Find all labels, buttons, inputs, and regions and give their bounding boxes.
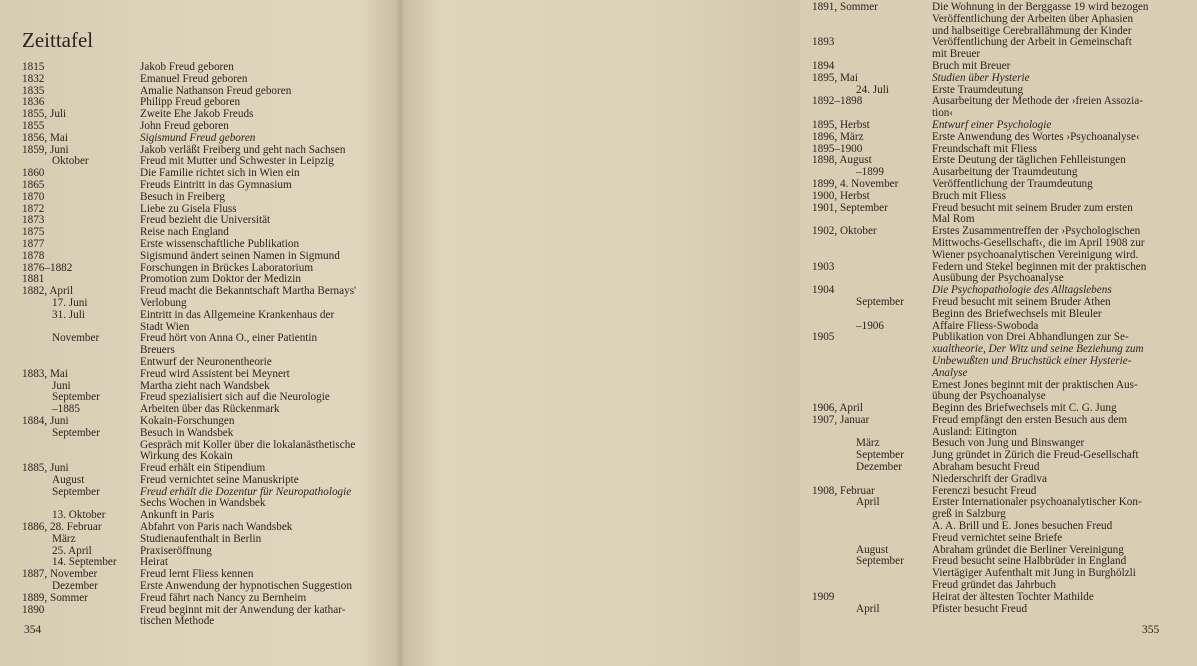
entry-date: August bbox=[856, 543, 889, 556]
entry-date: Dezember bbox=[52, 580, 98, 593]
entry-text: John Freud geboren bbox=[140, 119, 229, 132]
timeline-entry bbox=[812, 191, 1197, 203]
entry-date: 13. Oktober bbox=[52, 509, 106, 522]
entry-text: Philipp Freud geboren bbox=[140, 96, 241, 109]
entry-text: Publikation von Drei Abhandlungen zur Se- bbox=[932, 331, 1129, 344]
entry-text: Mal Rom bbox=[932, 213, 975, 226]
entry-text: Die Wohnung in der Berggasse 19 wird bezogen bbox=[932, 1, 1149, 13]
entry-text: Freud besucht seine Halbbrüder in England bbox=[932, 555, 1127, 568]
timeline-entry bbox=[812, 179, 1197, 191]
entry-text: Veröffentlichung der Arbeiten über Aphasien bbox=[932, 12, 1134, 25]
entry-text: Freud fährt nach Nancy zu Bernheim bbox=[140, 591, 307, 604]
timeline-entry bbox=[22, 534, 392, 546]
entry-text: Freud besucht mit seinem Bruder Athen bbox=[932, 295, 1111, 308]
entry-text: Ausarbeitung der Traumdeutung bbox=[932, 166, 1078, 179]
entry-text: Ferenczi besucht Freud bbox=[932, 484, 1037, 497]
entry-text: Freud vernichtet seine Briefe bbox=[932, 531, 1063, 544]
entry-text: Freud vernichtet seine Manuskripte bbox=[140, 473, 299, 486]
entry-text: Entwurf der Neuronentheorie bbox=[140, 355, 272, 368]
entry-text: Freud hört von Anna O., einer Patientin bbox=[140, 332, 318, 345]
entry-date: 24. Juli bbox=[856, 83, 889, 96]
entry-date: September bbox=[856, 555, 904, 568]
entry-text: Viertägiger Aufenthalt mit Jung in Burghölzli bbox=[932, 567, 1136, 580]
entry-text: Kokain-Forschungen bbox=[140, 414, 235, 427]
entry-text: greß in Salzburg bbox=[932, 508, 1006, 521]
entry-text: Abfahrt von Paris nach Wandsbek bbox=[140, 521, 293, 534]
timeline-entry bbox=[812, 14, 1197, 26]
entry-date bbox=[812, 568, 932, 580]
timeline-entry bbox=[22, 616, 392, 628]
entry-date: 1873 bbox=[22, 214, 45, 227]
entry-text: Freuds Eintritt in das Gymnasium bbox=[140, 178, 292, 191]
entry-date bbox=[812, 344, 932, 356]
entry-date bbox=[812, 309, 932, 321]
timeline-entry bbox=[22, 593, 392, 605]
entry-text: tischen Methode bbox=[140, 615, 215, 628]
entry-date bbox=[812, 14, 932, 26]
entry-date bbox=[22, 357, 140, 369]
timeline-entry bbox=[22, 333, 392, 345]
timeline-entry bbox=[22, 310, 392, 322]
entry-date: 1885, Juni bbox=[22, 462, 69, 475]
entry-date: 1855 bbox=[22, 119, 45, 132]
entry-text: Wiener psychoanalytischen Vereinigung wird. bbox=[932, 248, 1139, 261]
entry-date bbox=[812, 533, 932, 545]
entry-text: Breuers bbox=[140, 344, 175, 357]
entry-text: Verlobung bbox=[140, 296, 187, 309]
entry-date: 14. September bbox=[52, 556, 117, 569]
entry-date: 1899, 4. November bbox=[812, 177, 899, 190]
entry-text: Freud gründet das Jahrbuch bbox=[932, 579, 1056, 592]
entry-text: Veröffentlichung der Traumdeutung bbox=[932, 177, 1093, 190]
timeline-entry bbox=[22, 239, 392, 251]
entry-text: Niederschrift der Gradiva bbox=[932, 472, 1047, 485]
entry-text: Jakob verläßt Freiberg und geht nach Sachsen bbox=[140, 143, 346, 156]
timeline-entry bbox=[812, 120, 1197, 132]
entry-text: Beginn des Briefwechsels mit C. G. Jung bbox=[932, 402, 1117, 415]
entry-text: Martha zieht nach Wandsbek bbox=[140, 379, 270, 392]
timeline-entry bbox=[812, 474, 1197, 486]
entry-date: April bbox=[856, 602, 880, 615]
entry-date: 1892–1898 bbox=[812, 95, 863, 108]
entry-date: Dezember bbox=[856, 461, 902, 474]
entry-date: 1889, Sommer bbox=[22, 591, 88, 604]
entry-text: Freud spezialisiert sich auf die Neurologie bbox=[140, 391, 330, 404]
entry-date: 1906, April bbox=[812, 402, 863, 415]
entry-date bbox=[812, 521, 932, 533]
entry-text: Unbewußten und Bruchstück einer Hysterie- bbox=[932, 354, 1132, 367]
entry-date: 1896, März bbox=[812, 130, 864, 143]
entry-text: Entwurf einer Psychologie bbox=[932, 118, 1052, 131]
timeline-entry bbox=[22, 180, 392, 192]
entry-text: Heirat der ältesten Tochter Mathilde bbox=[932, 590, 1094, 603]
entry-text: Studienaufenthalt in Berlin bbox=[140, 532, 262, 545]
timeline-entry bbox=[812, 356, 1197, 368]
entry-date bbox=[812, 380, 932, 392]
timeline-entry bbox=[22, 428, 392, 440]
entry-date: 1893 bbox=[812, 36, 835, 49]
entry-date: 1909 bbox=[812, 590, 835, 603]
entry-date: September bbox=[52, 391, 100, 404]
entry-date: –1899 bbox=[856, 166, 884, 179]
entry-date: –1906 bbox=[856, 319, 884, 332]
entry-text: Forschungen in Brückes Laboratorium bbox=[140, 261, 314, 274]
entry-text: Pfister besucht Freud bbox=[932, 602, 1028, 615]
entry-text: Studien über Hysterie bbox=[932, 71, 1030, 84]
entry-text: Ernest Jones beginnt mit der praktischen Aus- bbox=[932, 378, 1138, 391]
entry-text: Promotion zum Doktor der Medizin bbox=[140, 273, 301, 286]
timeline-entry bbox=[812, 368, 1197, 380]
entry-text: Zweite Ehe Jakob Freuds bbox=[140, 108, 254, 121]
entry-date: September bbox=[52, 426, 100, 439]
entry-date bbox=[812, 474, 932, 486]
timeline-entry bbox=[22, 369, 392, 381]
entry-date: 25. April bbox=[52, 544, 92, 557]
entry-text: Ausland: Eitington bbox=[932, 425, 1017, 438]
entry-date: 31. Juli bbox=[52, 308, 85, 321]
entry-text: Freud lernt Fliess kennen bbox=[140, 568, 254, 581]
entry-date: April bbox=[856, 496, 880, 509]
entry-text: Erste Anwendung des Wortes ›Psychoanalyse‹ bbox=[932, 130, 1140, 143]
timeline-entry bbox=[812, 61, 1197, 73]
entry-text: Freundschaft mit Fliess bbox=[932, 142, 1038, 155]
entry-text: Erste wissenschaftliche Publikation bbox=[140, 237, 300, 250]
entry-text: Freud macht die Bekanntschaft Martha Bernays' bbox=[140, 285, 357, 298]
entry-date: 1895, Mai bbox=[812, 71, 858, 84]
entry-text: Freud besucht mit seinem Bruder zum ersten bbox=[932, 201, 1133, 214]
entry-date: 1855, Juli bbox=[22, 108, 67, 121]
entry-date bbox=[812, 250, 932, 262]
entry-date: September bbox=[52, 485, 100, 498]
entry-text: A. A. Brill und E. Jones besuchen Freud bbox=[932, 520, 1113, 533]
entry-text: Freud mit Mutter und Schwester in Leipzig bbox=[140, 155, 334, 168]
entry-date: August bbox=[52, 473, 85, 486]
entry-date: 1878 bbox=[22, 249, 45, 262]
entry-date: 1890 bbox=[22, 603, 45, 616]
entry-date: Oktober bbox=[52, 155, 89, 168]
entry-date: 1895–1900 bbox=[812, 142, 863, 155]
entry-text: Erste Deutung der täglichen Fehlleistungen bbox=[932, 154, 1126, 167]
entry-text: Freud bezieht die Universität bbox=[140, 214, 271, 227]
entry-text: Jung gründet in Zürich die Freud-Gesellschaft bbox=[932, 449, 1139, 462]
entry-date: September bbox=[856, 449, 904, 462]
entry-date: 1859, Juni bbox=[22, 143, 69, 156]
timeline-list bbox=[22, 62, 392, 628]
timeline-entry bbox=[22, 133, 392, 145]
timeline-entry bbox=[812, 132, 1197, 144]
timeline-entry bbox=[812, 37, 1197, 49]
entry-text: Freud erhält ein Stipendium bbox=[140, 462, 266, 475]
entry-text: und halbseitige Cerebrallähmung der Kinder bbox=[932, 24, 1132, 37]
entry-text: Praxiseröffnung bbox=[140, 544, 212, 557]
entry-date: 1900, Herbst bbox=[812, 189, 870, 202]
timeline-entry bbox=[22, 298, 392, 310]
entry-text: Freud empfängt den ersten Besuch aus dem bbox=[932, 413, 1128, 426]
timeline-entry bbox=[22, 475, 392, 487]
timeline-entry bbox=[812, 250, 1197, 262]
page-title: Zeittafel bbox=[22, 28, 94, 52]
entry-text: Besuch in Wandsbek bbox=[140, 426, 234, 439]
page-number: 354 bbox=[24, 624, 42, 636]
timeline-entry bbox=[812, 73, 1197, 85]
entry-text: Freud beginnt mit der Anwendung der kathar- bbox=[140, 603, 346, 616]
entry-date: 1886, 28. Februar bbox=[22, 521, 102, 534]
entry-date: 1907, Januar bbox=[812, 413, 870, 426]
entry-text: Jakob Freud geboren bbox=[140, 61, 234, 73]
entry-date: 1836 bbox=[22, 96, 45, 109]
timeline-entry bbox=[812, 533, 1197, 545]
entry-date: 1883, Mai bbox=[22, 367, 68, 380]
entry-text: Besuch von Jung und Binswanger bbox=[932, 437, 1085, 450]
entry-date: 1882, April bbox=[22, 285, 73, 298]
timeline-entry bbox=[22, 121, 392, 133]
entry-date: 1895, Herbst bbox=[812, 118, 870, 131]
entry-date: 1891, Sommer bbox=[812, 1, 878, 13]
entry-date: 1815 bbox=[22, 61, 45, 73]
entry-text: Affaire Fliess-Swoboda bbox=[932, 319, 1039, 332]
entry-text: Besuch in Freiberg bbox=[140, 190, 225, 203]
entry-text: Ausarbeitung der Methode der ›freien Assozia- bbox=[932, 95, 1143, 108]
entry-date: 1881 bbox=[22, 273, 45, 286]
entry-date: 1908, Februar bbox=[812, 484, 875, 497]
entry-text: Die Familie richtet sich in Wien ein bbox=[140, 167, 300, 180]
entry-text: Bruch mit Breuer bbox=[932, 59, 1011, 72]
entry-date: 1872 bbox=[22, 202, 45, 215]
entry-date: 1870 bbox=[22, 190, 45, 203]
entry-date: 1904 bbox=[812, 284, 835, 297]
page-number: 355 bbox=[1142, 624, 1160, 636]
entry-text: Heirat bbox=[140, 556, 168, 569]
entry-text: Ankunft in Paris bbox=[140, 509, 214, 522]
entry-date: 1898, August bbox=[812, 154, 872, 167]
entry-text: tion‹ bbox=[932, 107, 954, 120]
entry-text: Federn und Stekel beginnen mit der praktischen bbox=[932, 260, 1147, 273]
entry-date: –1885 bbox=[52, 403, 80, 416]
entry-text: Erste Anwendung der hypnotischen Suggestion bbox=[140, 580, 352, 593]
entry-text: Analyse bbox=[932, 366, 968, 379]
entry-date: März bbox=[856, 437, 880, 450]
timeline-entry bbox=[812, 297, 1197, 309]
timeline-entry bbox=[22, 416, 392, 428]
entry-date: 1865 bbox=[22, 178, 45, 191]
entry-text: Gespräch mit Koller über die lokalanästhetische bbox=[140, 438, 356, 451]
entry-date: 1901, September bbox=[812, 201, 888, 214]
timeline-entry bbox=[812, 604, 1197, 616]
entry-date bbox=[812, 368, 932, 380]
entry-text: xualtheorie, Der Witz und seine Beziehung zum bbox=[932, 343, 1144, 356]
entry-text: Sigismund Freud geboren bbox=[140, 131, 256, 144]
entry-text: Erste Traumdeutung bbox=[932, 83, 1024, 96]
entry-date: Juni bbox=[52, 379, 71, 392]
entry-date: November bbox=[52, 332, 100, 345]
timeline-list bbox=[812, 2, 1197, 615]
entry-date: September bbox=[856, 295, 904, 308]
entry-text: Ausübung der Psychoanalyse bbox=[932, 272, 1064, 285]
entry-text: mit Breuer bbox=[932, 48, 981, 61]
entry-text: Arbeiten über das Rückenmark bbox=[140, 403, 280, 416]
entry-text: übung der Psychoanalyse bbox=[932, 390, 1046, 403]
entry-date: März bbox=[52, 532, 76, 545]
timeline-entry bbox=[812, 592, 1197, 604]
entry-text: Mittwochs-Gesellschaft‹, die im April 1908 zur bbox=[932, 236, 1145, 249]
entry-date bbox=[812, 238, 932, 250]
entry-text: Erstes Zusammentreffen der ›Psychologischen bbox=[932, 225, 1141, 238]
entry-date bbox=[812, 356, 932, 368]
entry-date: 1903 bbox=[812, 260, 835, 273]
timeline-entry bbox=[812, 309, 1197, 321]
left-page bbox=[0, 0, 400, 666]
entry-date bbox=[812, 509, 932, 521]
entry-date: 1902, Oktober bbox=[812, 225, 877, 238]
entry-date: 1894 bbox=[812, 59, 835, 72]
entry-text: Wirkung des Kokain bbox=[140, 450, 233, 463]
timeline-entry bbox=[812, 96, 1197, 108]
entry-text: Freud wird Assistent bei Meynert bbox=[140, 367, 290, 380]
entry-text: Sigismund ändert seinen Namen in Sigmund bbox=[140, 249, 340, 262]
entry-date: 1905 bbox=[812, 331, 835, 344]
entry-date: 17. Juni bbox=[52, 296, 88, 309]
entry-text: Veröffentlichung der Arbeit in Gemeinschaft bbox=[932, 36, 1132, 49]
timeline-entry bbox=[22, 357, 392, 369]
entry-text: Freud erhält die Dozentur für Neuropathologie bbox=[140, 485, 352, 498]
entry-text: Eintritt in das Allgemeine Krankenhaus der bbox=[140, 308, 335, 321]
entry-date: 1832 bbox=[22, 72, 45, 85]
timeline-entry bbox=[812, 415, 1197, 427]
timeline-entry bbox=[22, 251, 392, 263]
entry-text: Liebe zu Gisela Fluss bbox=[140, 202, 237, 215]
entry-text: Die Psychopathologie des Alltagslebens bbox=[932, 284, 1112, 297]
entry-date: 1835 bbox=[22, 84, 45, 97]
entry-text: Stadt Wien bbox=[140, 320, 190, 333]
entry-text: Bruch mit Fliess bbox=[932, 189, 1006, 202]
timeline-entry bbox=[22, 74, 392, 86]
entry-date bbox=[22, 440, 140, 452]
entry-date: 1884, Juni bbox=[22, 414, 69, 427]
entry-date: 1877 bbox=[22, 237, 45, 250]
entry-text: Emanuel Freud geboren bbox=[140, 72, 248, 85]
entry-text: Beginn des Briefwechsels mit Bleuler bbox=[932, 307, 1102, 320]
entry-date: 1860 bbox=[22, 167, 45, 180]
entry-text: Erster Internationaler psychoanalytischer Kon- bbox=[932, 496, 1142, 509]
timeline-entry bbox=[812, 238, 1197, 250]
entry-text: Abraham gründet die Berliner Vereinigung bbox=[932, 543, 1124, 556]
timeline-entry bbox=[22, 192, 392, 204]
entry-text: Amalie Nathanson Freud geboren bbox=[140, 84, 292, 97]
entry-text: Sechs Wochen in Wandsbek bbox=[140, 497, 266, 510]
right-page bbox=[400, 0, 1160, 666]
entry-date: 1876–1882 bbox=[22, 261, 73, 274]
entry-date: 1856, Mai bbox=[22, 131, 68, 144]
timeline-entry bbox=[812, 203, 1197, 215]
entry-date bbox=[22, 345, 140, 357]
entry-text: Reise nach England bbox=[140, 226, 229, 239]
entry-text: Abraham besucht Freud bbox=[932, 461, 1040, 474]
entry-date: 1875 bbox=[22, 226, 45, 239]
entry-date: 1887, November bbox=[22, 568, 98, 581]
